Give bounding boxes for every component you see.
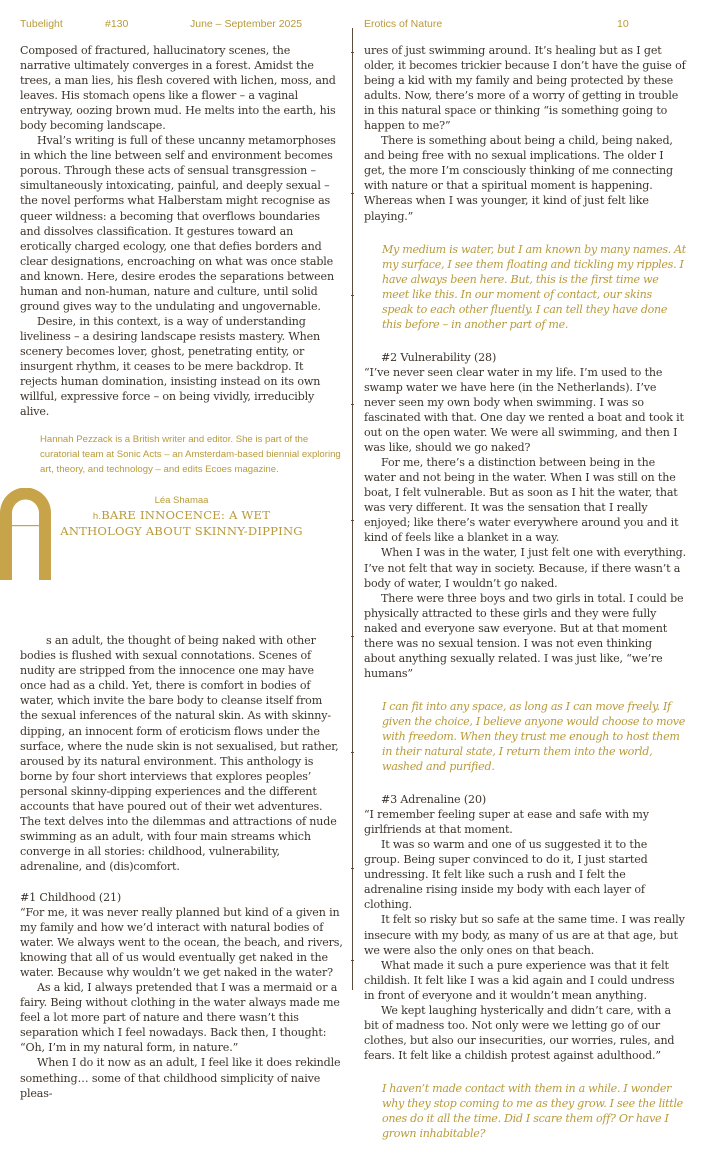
interview-paragraph: There were three boys and two girls in total. I could be physically attracted to these girls and they were fully naked and everyone saw everyone. But at that moment there was no sexual tension. I was not even thinking about anything sexually related. I was just like, “we’re humans” [364,591,684,680]
interview-paragraph: ures of just swimming around. It’s healing but as I get older, it becomes trickier because I don’t have the guise of being a kid with my family and being protected by these adults. Now, there’s more of a worry of getting in trouble in this natural space or thinking “is something going to happen to me?” [364,44,686,133]
title-line-2: ANTHOLOGY ABOUT SKINNY-DIPPING [60,524,303,539]
rule-tick [351,960,354,961]
interview-paragraph: “For me, it was never really planned but kind of a given in my family and how we’d interact with natural bodies of water. We always went to the ocean, the beach, and rivers, knowing that all of us would eventually get naked in the water. Because why wouldn’t we get naked in the water? [20,906,343,980]
water-voice-quote: I can fit into any space, as long as I can move freely. If given the choice, I believe anyone would choose to move with freedom. When they trust me enough to host them in their natural state, I return them into the world, washed and purified. [382,699,685,774]
next-article-author: Léa Shamaa [154,495,209,507]
water-voice-quote: I haven’t made contact with them in a while. I wonder why they stop coming to me as they grow. I see the little ones do it all the time. Did I scare them off? Or have I grown inhabitable? [382,1081,683,1141]
interview-paragraph: As a kid, I always pretended that I was a mermaid or a fairy. Being without clothing in the water always made me feel a lot more part of nature and there wasn’t this separation which I feel nowadays. Back then, I thought: “Oh, I’m in my natural form, in nature.” [20,981,340,1055]
interview-paragraph: For me, there’s a distinction between being in the water and not being in the water. When I was still on the boat, I felt vulnerable. But as soon as I hit the water, that was very different. It was the sensation that I really enjoyed; like there’s water everywhere around you and it kind of feels like a blanket in a way. [364,456,679,545]
title-line-1: BARE INNOCENCE: A WET [101,508,271,523]
publication-name: Tubelight [20,18,63,30]
section-heading-vulnerability: #2 Vulnerability (28) [381,350,497,364]
rule-tick [351,752,354,753]
rule-tick [351,295,354,296]
section-heading-childhood: #1 Childhood (21) [20,890,122,904]
interview-paragraph: “I remember feeling super at ease and safe with my girlfriends at that moment. [364,808,649,837]
interview-paragraph: What made it such a pure experience was that it felt childish. It felt like I was a kid again and I could undress in front of everyone and it wouldn’t mean anything. [364,958,675,1002]
left-column [20,43,343,1101]
title-marker: h. [92,511,102,523]
next-article-title [20,508,343,539]
interview-paragraph: When I do it now as an adult, I feel like it does rekindle something… some of that childhood simplicity of naive pleas- [20,1056,341,1100]
issue-period: June – September 2025 [190,18,303,30]
rule-tick [351,520,354,521]
issue-number: #130 [105,18,129,30]
author-bio: Hannah Pezzack is a British writer and editor. She is part of the curatorial team at Sonic Acts – an Amsterdam-based biennial exploring art, theory, and technology – and edits Ecoes magazine. [40,434,341,476]
essay-paragraph: Composed of fractured, hallucinatory scenes, the narrative ultimately converges in a forest. Amidst the trees, a man lies, his flesh covered with lichen, moss, and leaves. His stomach opens like a flower – a vaginal entryway, oozing brown mud. He melts into the earth, his body becoming landscape. [20,44,336,133]
interview-paragraph: There is something about being a child, being naked, and being free with no sexual implications. The older I get, the more I’m consciously thinking of me connecting with nature or that a spiritual moment is happening. Whereas when I was younger, it kind of just felt like playing.” [364,134,673,223]
dropcap-letter [0,488,51,580]
column-rule [352,28,353,990]
interview-paragraph: “I’ve never seen clear water in my life. I’m used to the swamp water we have here (in the Netherlands). I’ve never seen my own body when swimming. I was so fascinated with that. One day we rented a boat and took it out on the open water. We were all swimming, and then I was like, should we go naked? [364,365,684,455]
interview-paragraph: We kept laughing hysterically and didn’t care, with a bit of madness too. Not only were we letting go of our clothes, but also our insecurities, our worries, rules, and fears. It felt like a childish protest against adulthood.” [364,1003,675,1062]
right-column [364,43,686,1159]
interview-paragraph: It felt so risky but so safe at the same time. I was really insecure with my body, as many of us are at that age, but we were also the only ones on that beach. [364,913,685,957]
water-voice-quote: My medium is water, but I am known by many names. At my surface, I see them floating and tickling my ripples. I have always been here. But, this is the first time we meet like this. In our moment of contact, our skins speak to each other fluently. I can tell they have done this before – in another part of me. [382,242,686,331]
section-title: Erotics of Nature [364,18,443,30]
rule-tick [351,636,354,637]
rule-tick [351,404,354,405]
interview-paragraph: When I was in the water, I just felt one with everything. I’ve not felt that way in society. Because, if there wasn’t a body of water, I wouldn’t go naked. [364,546,687,590]
rule-tick [351,52,354,53]
rule-tick [351,193,354,194]
intro-paragraph: s an adult, the thought of being naked with other bodies is flushed with sexual connotations. Scenes of nudity are stripped from the innocence one may have once had as a child. Yet, there is comfort in bodies of water, which invite the bare body to cleanse itself from the sexual inferences of the natural skin. As with skinny-dipping, an innocent form of eroticism flows under the surface, where the nude skin is not sexualised, but rather, aroused by its natural environment. This anthology is borne by four short interviews that explores peoples’ personal skinny-dipping experiences and the different accounts that have poured out of their wet adventures. The text delves into the dilemmas and attractions of nude swimming as an adult, with four main streams which converge in all stories: childhood, vulnerability, adrenaline, and (dis)comfort. [20,634,339,873]
section-heading-adrenaline: #3 Adrenaline (20) [381,793,487,807]
rule-tick [351,868,354,869]
interview-paragraph: It was so warm and one of us suggested it to the group. Being super convinced to do it, I just started undressing. It felt like such a rush and I felt the adrenaline rising inside my body with each layer of clothing. [364,838,648,912]
essay-paragraph: Desire, in this context, is a way of understanding liveliness – a desiring landscape resists mastery. When scenery becomes lover, ghost, penetrating entity, or insurgent rhythm, it ceases to be mere backdrop. It rejects human domination, insisting instead on its own willful, expressive force – on being vividly, irreducibly alive. [20,314,321,419]
page-number: 10 [617,18,629,30]
essay-paragraph: Hval’s writing is full of these uncanny metamorphoses in which the line between self and environment becomes porous. Through these acts of sensual transgression – simultaneously intoxicating, painful, and deeply sexual – the novel performs what Halberstam might recognise as queer wildness: a becoming that overflows boundaries and dissolves classification. It gestures toward an erotically charged ecology, one that defies borders and clear designations, encroaching on what was once stable and known. Here, desire erodes the separations between human and non-human, nature and culture, until solid ground gives way to the undulating and ungovernable. [20,134,336,313]
